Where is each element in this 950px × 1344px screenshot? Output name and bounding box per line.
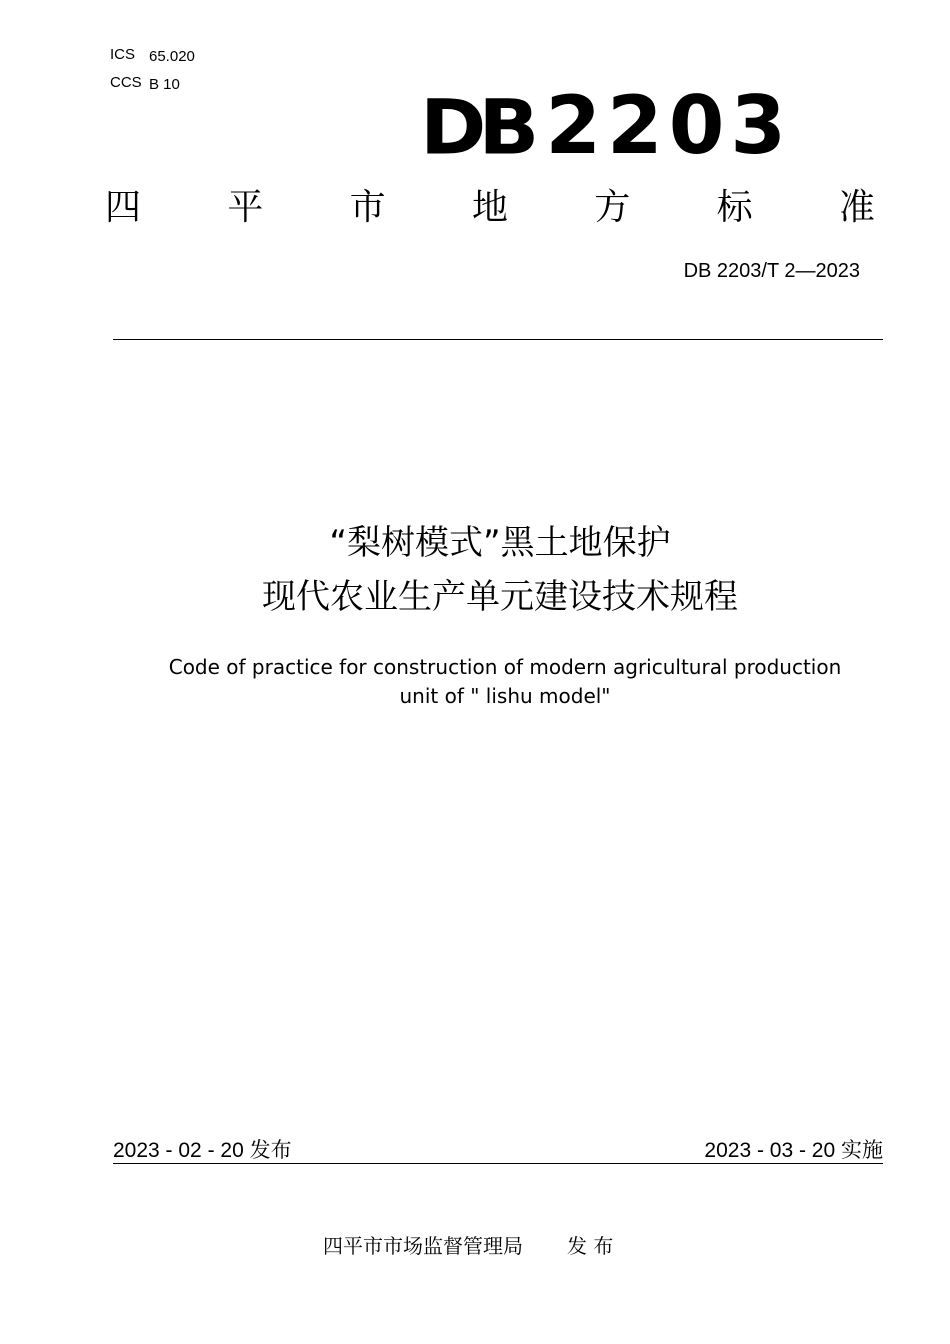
db-logo-number: 2203	[545, 79, 793, 172]
standard-type-char: 平	[227, 187, 264, 228]
title-cn-line1: “梨树模式”黑土地保护	[329, 523, 671, 563]
ccs-label: CCS	[110, 74, 142, 91]
standard-type-heading	[105, 186, 875, 230]
title-en-line2: unit of " lishu model"	[399, 684, 611, 708]
ics-value: 65.020	[149, 48, 195, 65]
implement-date: 2023 - 03 - 20 实施	[704, 1139, 883, 1162]
standard-type-char: 四	[105, 187, 142, 228]
standard-type-char: 标	[716, 187, 753, 228]
ics-label: ICS	[110, 46, 136, 63]
publish-date: 2023 - 02 - 20 发布	[113, 1139, 292, 1162]
title-cn-line2: 现代农业生产单元建设技术规程	[262, 577, 738, 617]
ccs-value: B 10	[149, 76, 180, 93]
standard-type-char: 准	[838, 187, 875, 228]
issuer-name: 四平市市场监督管理局	[323, 1234, 523, 1258]
standard-type-char: 地	[471, 187, 508, 228]
standard-type-char: 市	[349, 187, 386, 228]
issuer-action: 发 布	[567, 1234, 614, 1258]
top-divider	[113, 339, 883, 340]
db-logo	[420, 66, 793, 172]
issuer-line	[323, 1230, 613, 1259]
db-logo-letters: DB	[420, 83, 532, 172]
standard-code: DB 2203/T 2—2023	[683, 260, 860, 282]
title-en-line1: Code of practice for construction of modern agricultural production	[168, 655, 842, 679]
standard-type-char: 方	[594, 187, 631, 228]
bottom-divider	[113, 1163, 883, 1164]
